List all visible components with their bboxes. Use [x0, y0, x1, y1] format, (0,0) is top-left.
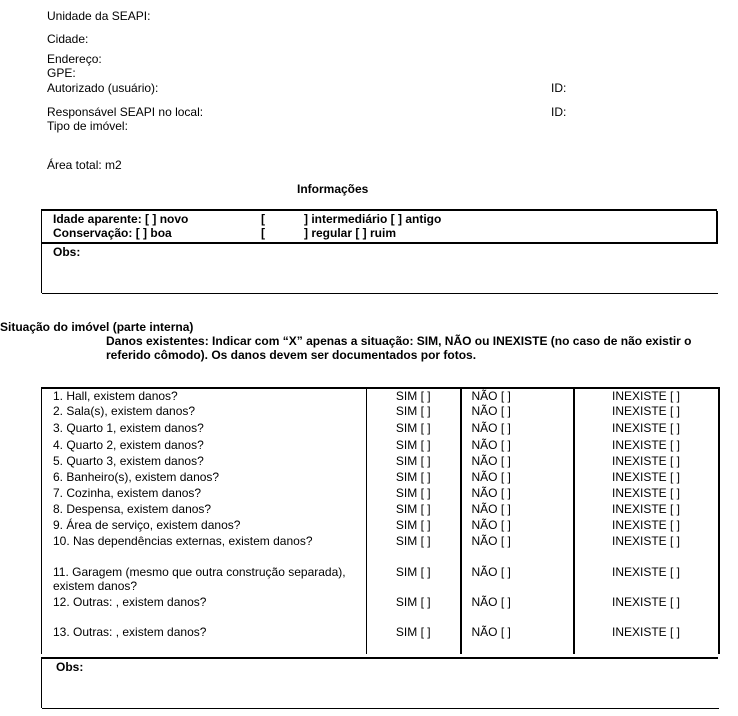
- inexiste-option[interactable]: INEXISTE [ ]: [574, 625, 719, 654]
- sim-option[interactable]: SIM [ ]: [367, 388, 461, 404]
- inexiste-option[interactable]: INEXISTE [ ]: [574, 388, 719, 404]
- sim-option[interactable]: SIM [ ]: [367, 404, 461, 421]
- nao-option[interactable]: NÃO [ ]: [461, 438, 574, 454]
- row-label: 7. Cozinha, existem danos?: [42, 486, 367, 502]
- sim-option[interactable]: SIM [ ]: [367, 595, 461, 625]
- conservacao-bracket: [: [261, 226, 265, 240]
- situacao-instructions-line2: referido cômodo). Os danos devem ser documentados por fotos.: [106, 348, 477, 362]
- informacoes-box: [41, 209, 717, 293]
- inexiste-option[interactable]: INEXISTE [ ]: [574, 502, 719, 518]
- row-label: 1. Hall, existem danos?: [42, 388, 367, 404]
- situacao-obs-box: [41, 657, 718, 708]
- table-row: [42, 404, 719, 421]
- nao-option[interactable]: NÃO [ ]: [461, 404, 574, 421]
- sim-option[interactable]: SIM [ ]: [367, 625, 461, 654]
- informacoes-bottom-line: [42, 293, 718, 294]
- sim-option[interactable]: SIM [ ]: [367, 518, 461, 534]
- table-row: [42, 470, 719, 486]
- informacoes-top-section: [42, 211, 718, 244]
- sim-option[interactable]: SIM [ ]: [367, 502, 461, 518]
- row-label: 12. Outras: , existem danos?: [42, 595, 367, 625]
- table-row: [42, 595, 719, 625]
- informacoes-title: Informações: [297, 182, 369, 196]
- sim-option[interactable]: SIM [ ]: [367, 470, 461, 486]
- row-label: 10. Nas dependências externas, existem danos?: [42, 534, 367, 565]
- nao-option[interactable]: NÃO [ ]: [461, 388, 574, 404]
- unidade-label: Unidade da SEAPI:: [47, 9, 151, 23]
- nao-option[interactable]: NÃO [ ]: [461, 470, 574, 486]
- row-label: 11. Garagem (mesmo que outra construção separada), existem danos?: [42, 565, 367, 595]
- inexiste-option[interactable]: INEXISTE [ ]: [574, 534, 719, 565]
- situacao-obs-label: Obs:: [56, 660, 84, 674]
- gpe-label: GPE:: [47, 66, 76, 80]
- informacoes-obs-label: Obs:: [53, 245, 81, 259]
- table-row: [42, 565, 719, 595]
- endereco-label: Endereço:: [47, 52, 102, 66]
- row-label: 9. Área de serviço, existem danos?: [42, 518, 367, 534]
- idade-label: Idade aparente: [ ] novo: [53, 212, 189, 226]
- table-row: [42, 534, 719, 565]
- sim-option[interactable]: SIM [ ]: [367, 438, 461, 454]
- row-label: 8. Despensa, existem danos?: [42, 502, 367, 518]
- inexiste-option[interactable]: INEXISTE [ ]: [574, 438, 719, 454]
- nao-option[interactable]: NÃO [ ]: [461, 421, 574, 438]
- nao-option[interactable]: NÃO [ ]: [461, 518, 574, 534]
- row-label: 5. Quarto 3, existem danos?: [42, 454, 367, 470]
- autorizado-label: Autorizado (usuário):: [47, 81, 159, 95]
- situacao-obs-bottom-line: [42, 708, 719, 709]
- tipo-imovel-label: Tipo de imóvel:: [47, 119, 128, 133]
- table-row: [42, 454, 719, 470]
- idade-bracket: [: [261, 212, 265, 226]
- sim-option[interactable]: SIM [ ]: [367, 565, 461, 595]
- table-row: [42, 502, 719, 518]
- sim-option[interactable]: SIM [ ]: [367, 421, 461, 438]
- sim-option[interactable]: SIM [ ]: [367, 534, 461, 565]
- inexiste-option[interactable]: INEXISTE [ ]: [574, 595, 719, 625]
- row-label: 6. Banheiro(s), existem danos?: [42, 470, 367, 486]
- sim-option[interactable]: SIM [ ]: [367, 486, 461, 502]
- row-label: 2. Sala(s), existem danos?: [42, 404, 367, 421]
- inexiste-option[interactable]: INEXISTE [ ]: [574, 518, 719, 534]
- sim-option[interactable]: SIM [ ]: [367, 454, 461, 470]
- nao-option[interactable]: NÃO [ ]: [461, 595, 574, 625]
- idade-options: ] intermediário [ ] antigo: [304, 212, 442, 226]
- cidade-label: Cidade:: [47, 32, 89, 46]
- inexiste-option[interactable]: INEXISTE [ ]: [574, 470, 719, 486]
- nao-option[interactable]: NÃO [ ]: [461, 486, 574, 502]
- table-row: [42, 486, 719, 502]
- inexiste-option[interactable]: INEXISTE [ ]: [574, 454, 719, 470]
- table-row: [42, 388, 719, 404]
- nao-option[interactable]: NÃO [ ]: [461, 534, 574, 565]
- nao-option[interactable]: NÃO [ ]: [461, 625, 574, 654]
- inexiste-option[interactable]: INEXISTE [ ]: [574, 486, 719, 502]
- row-label: 4. Quarto 2, existem danos?: [42, 438, 367, 454]
- nao-option[interactable]: NÃO [ ]: [461, 565, 574, 595]
- situacao-instructions-line1: Danos existentes: Indicar com “X” apenas a situação: SIM, NÃO ou INEXISTE (no caso de não existir o: [106, 334, 692, 348]
- table-row: [42, 421, 719, 438]
- table-row: [42, 518, 719, 534]
- row-label: 3. Quarto 1, existem danos?: [42, 421, 367, 438]
- inexiste-option[interactable]: INEXISTE [ ]: [574, 421, 719, 438]
- table-row: [42, 625, 719, 654]
- nao-option[interactable]: NÃO [ ]: [461, 454, 574, 470]
- conservacao-options: ] regular [ ] ruim: [304, 226, 397, 240]
- nao-option[interactable]: NÃO [ ]: [461, 502, 574, 518]
- danos-table: [41, 387, 720, 654]
- situacao-title: Situação do imóvel (parte interna): [0, 320, 194, 334]
- autorizado-id-label: ID:: [551, 81, 567, 95]
- inexiste-option[interactable]: INEXISTE [ ]: [574, 404, 719, 421]
- responsavel-label: Responsável SEAPI no local:: [47, 105, 204, 119]
- area-total-label: Área total: m2: [47, 158, 122, 172]
- responsavel-id-label: ID:: [551, 105, 567, 119]
- table-row: [42, 438, 719, 454]
- inexiste-option[interactable]: INEXISTE [ ]: [574, 565, 719, 595]
- conservacao-label: Conservação: [ ] boa: [53, 226, 172, 240]
- row-label: 13. Outras: , existem danos?: [42, 625, 367, 654]
